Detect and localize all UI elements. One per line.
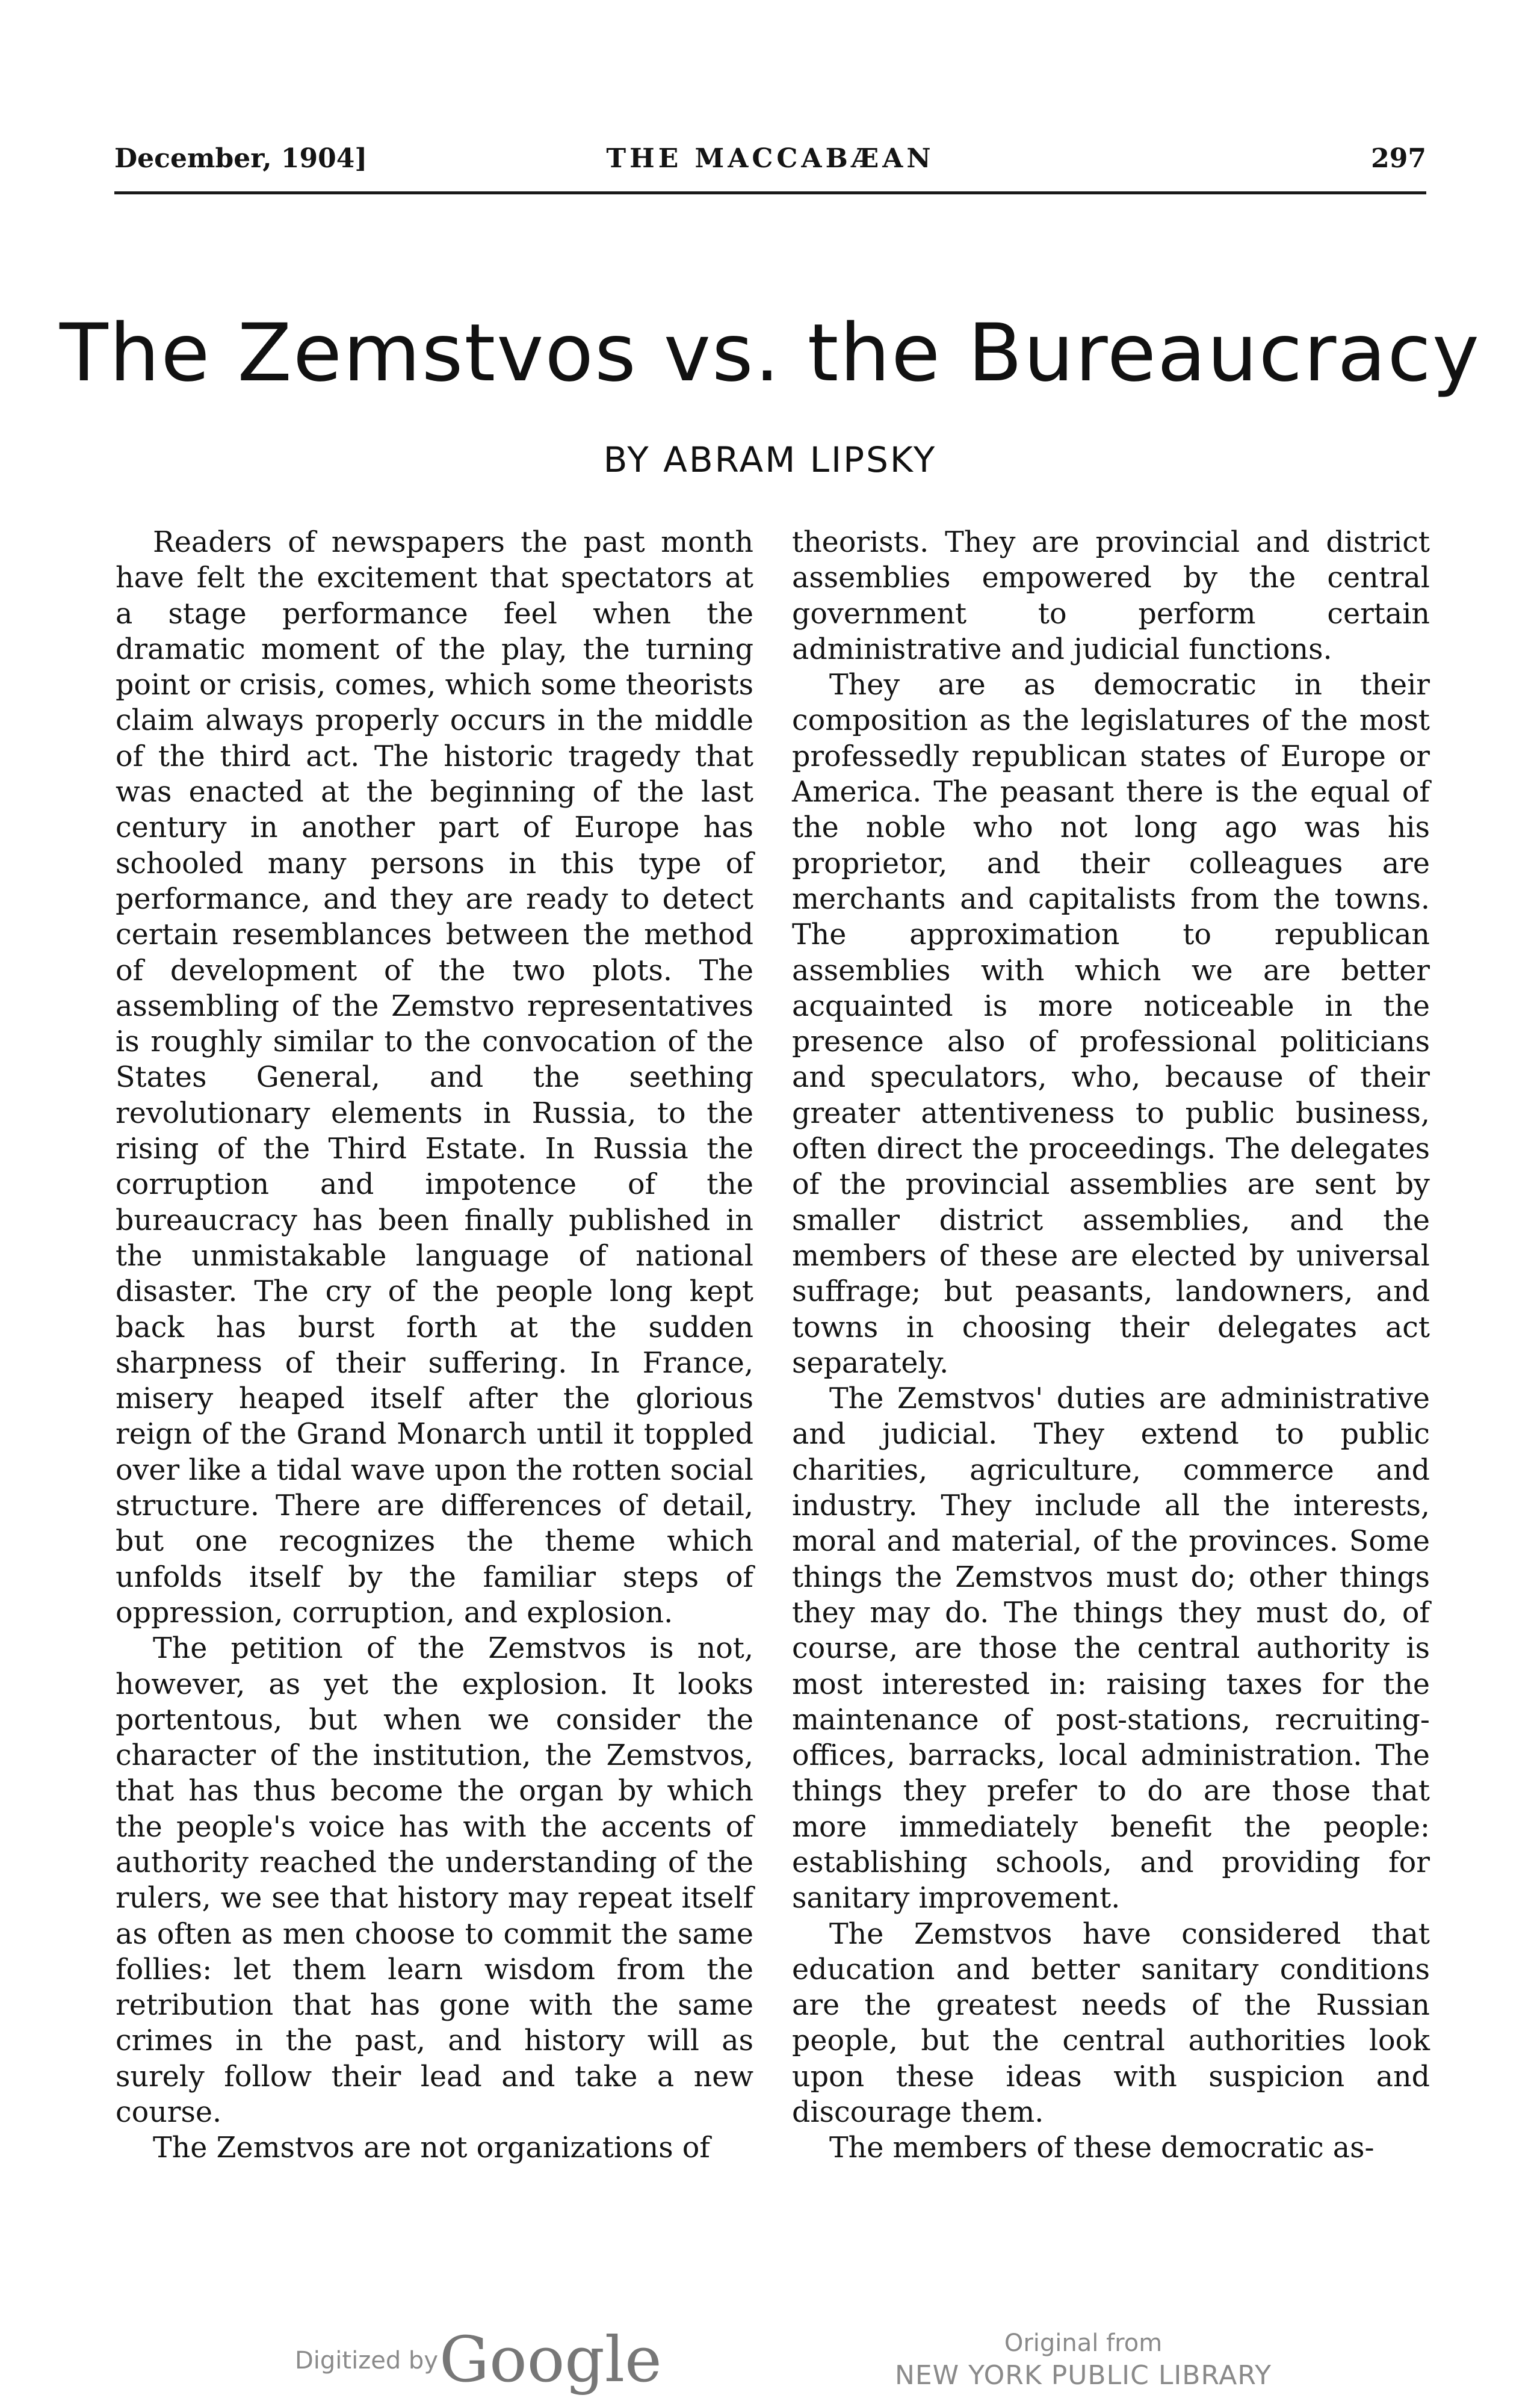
right-column: [792, 525, 1430, 2166]
header-page-number: 297: [1371, 143, 1426, 174]
article-byline: BY ABRAM LIPSKY: [603, 439, 937, 480]
running-header: [114, 143, 1426, 191]
paragraph: The Zemstvos are not organizations of: [153, 2131, 710, 2165]
google-logo: Google: [439, 2323, 662, 2396]
paragraph: The Zemstvos have considered that education and better sanitary conditions are the greatest needs of the Russian people, but the central authorities look upon these ideas with suspicion and discourage them.: [792, 1917, 1430, 2130]
library-name: NEW YORK PUBLIC LIBRARY: [894, 2360, 1272, 2391]
paragraph: The members of these democratic as-: [829, 2131, 1375, 2165]
paragraph: They are as democratic in their composition as the legislatures of the most professedly republican states of Europe or America. The peasant there is the equal of the noble who not long ago was his proprietor, and their colleagues are merchants and capitalists from the towns. The approximation to republican assemblies with which we are better acquainted is more noticeable in the presence also of professional politicians and speculators, who, because of their greater attentiveness to public business, often direct the proceedings. The delegates of the provincial assemblies are sent by smaller district assemblies, and the members of these are elected by universal suffrage; but peasants, landowners, and towns in choosing their delegates act separately.: [792, 669, 1430, 1380]
article-title: The Zemstvos vs. the Bureaucracy: [60, 307, 1480, 400]
digitized-by-label: Digitized by: [295, 2347, 438, 2375]
paragraph: The petition of the Zemstvos is not, however, as yet the explosion. It looks portentous, but when we consider the character of the institution, the Zemstvos, that has thus become the organ by which the people's voice has with the accents of authority reached the understanding of the rulers, we see that history may repeat itself as often as men choose to commit the same follies: let them learn wisdom from the retribution that has gone with the same crimes in the past, and history will as surely follow their lead and take a new course.: [116, 1632, 753, 2130]
paragraph: theorists. They are provincial and district assemblies empowered by the central government to perform certain administrative and judicial functions.: [792, 526, 1430, 666]
header-journal-title: THE MACCABÆAN: [606, 143, 935, 174]
original-from-label: Original from: [1004, 2329, 1163, 2357]
paragraph: The Zemstvos' duties are administrative and judicial. They extend to public charities, agriculture, commerce and industry. They include all the interests, moral and material, of the provinces. Some things the Zemstvos must do; other things they may do. The things they must do, of course, are those the central authority is most interested in: raising taxes for the maintenance of post-stations, recruiting-offices, barracks, local administration. The things they prefer to do are those that more immediately benefit the people: establishing schools, and providing for sanitary improvement.: [792, 1382, 1430, 1915]
left-column: [116, 525, 753, 2166]
header-date: December, 1904]: [114, 143, 368, 174]
paragraph: Readers of newspapers the past month have felt the excitement that spectators at a stage performance feel when the dramatic moment of the play, the turning point or crisis, comes, which some theorists claim always properly occurs in the middle of the third act. The historic tragedy that was enacted at the beginning of the last century in another part of Europe has schooled many persons in this type of performance, and they are ready to detect certain resemblances between the method of development of the two plots. The assembling of the Zemstvo representatives is roughly similar to the convocation of the States General, and the seething revolutionary elements in Russia, to the rising of the Third Estate. In Russia the corruption and impotence of the bureaucracy has been finally published in the unmistakable language of national disaster. The cry of the people long kept back has burst forth at the sudden sharpness of their suffering. In France, misery heaped itself after the glorious reign of the Grand Monarch until it toppled over like a tidal wave upon the rotten social structure. There are differences of detail, but one recognizes the theme which unfolds itself by the familiar steps of oppression, corruption, and explosion.: [116, 526, 753, 1630]
library-attribution: [891, 2328, 1276, 2393]
header-rule: [114, 191, 1426, 194]
